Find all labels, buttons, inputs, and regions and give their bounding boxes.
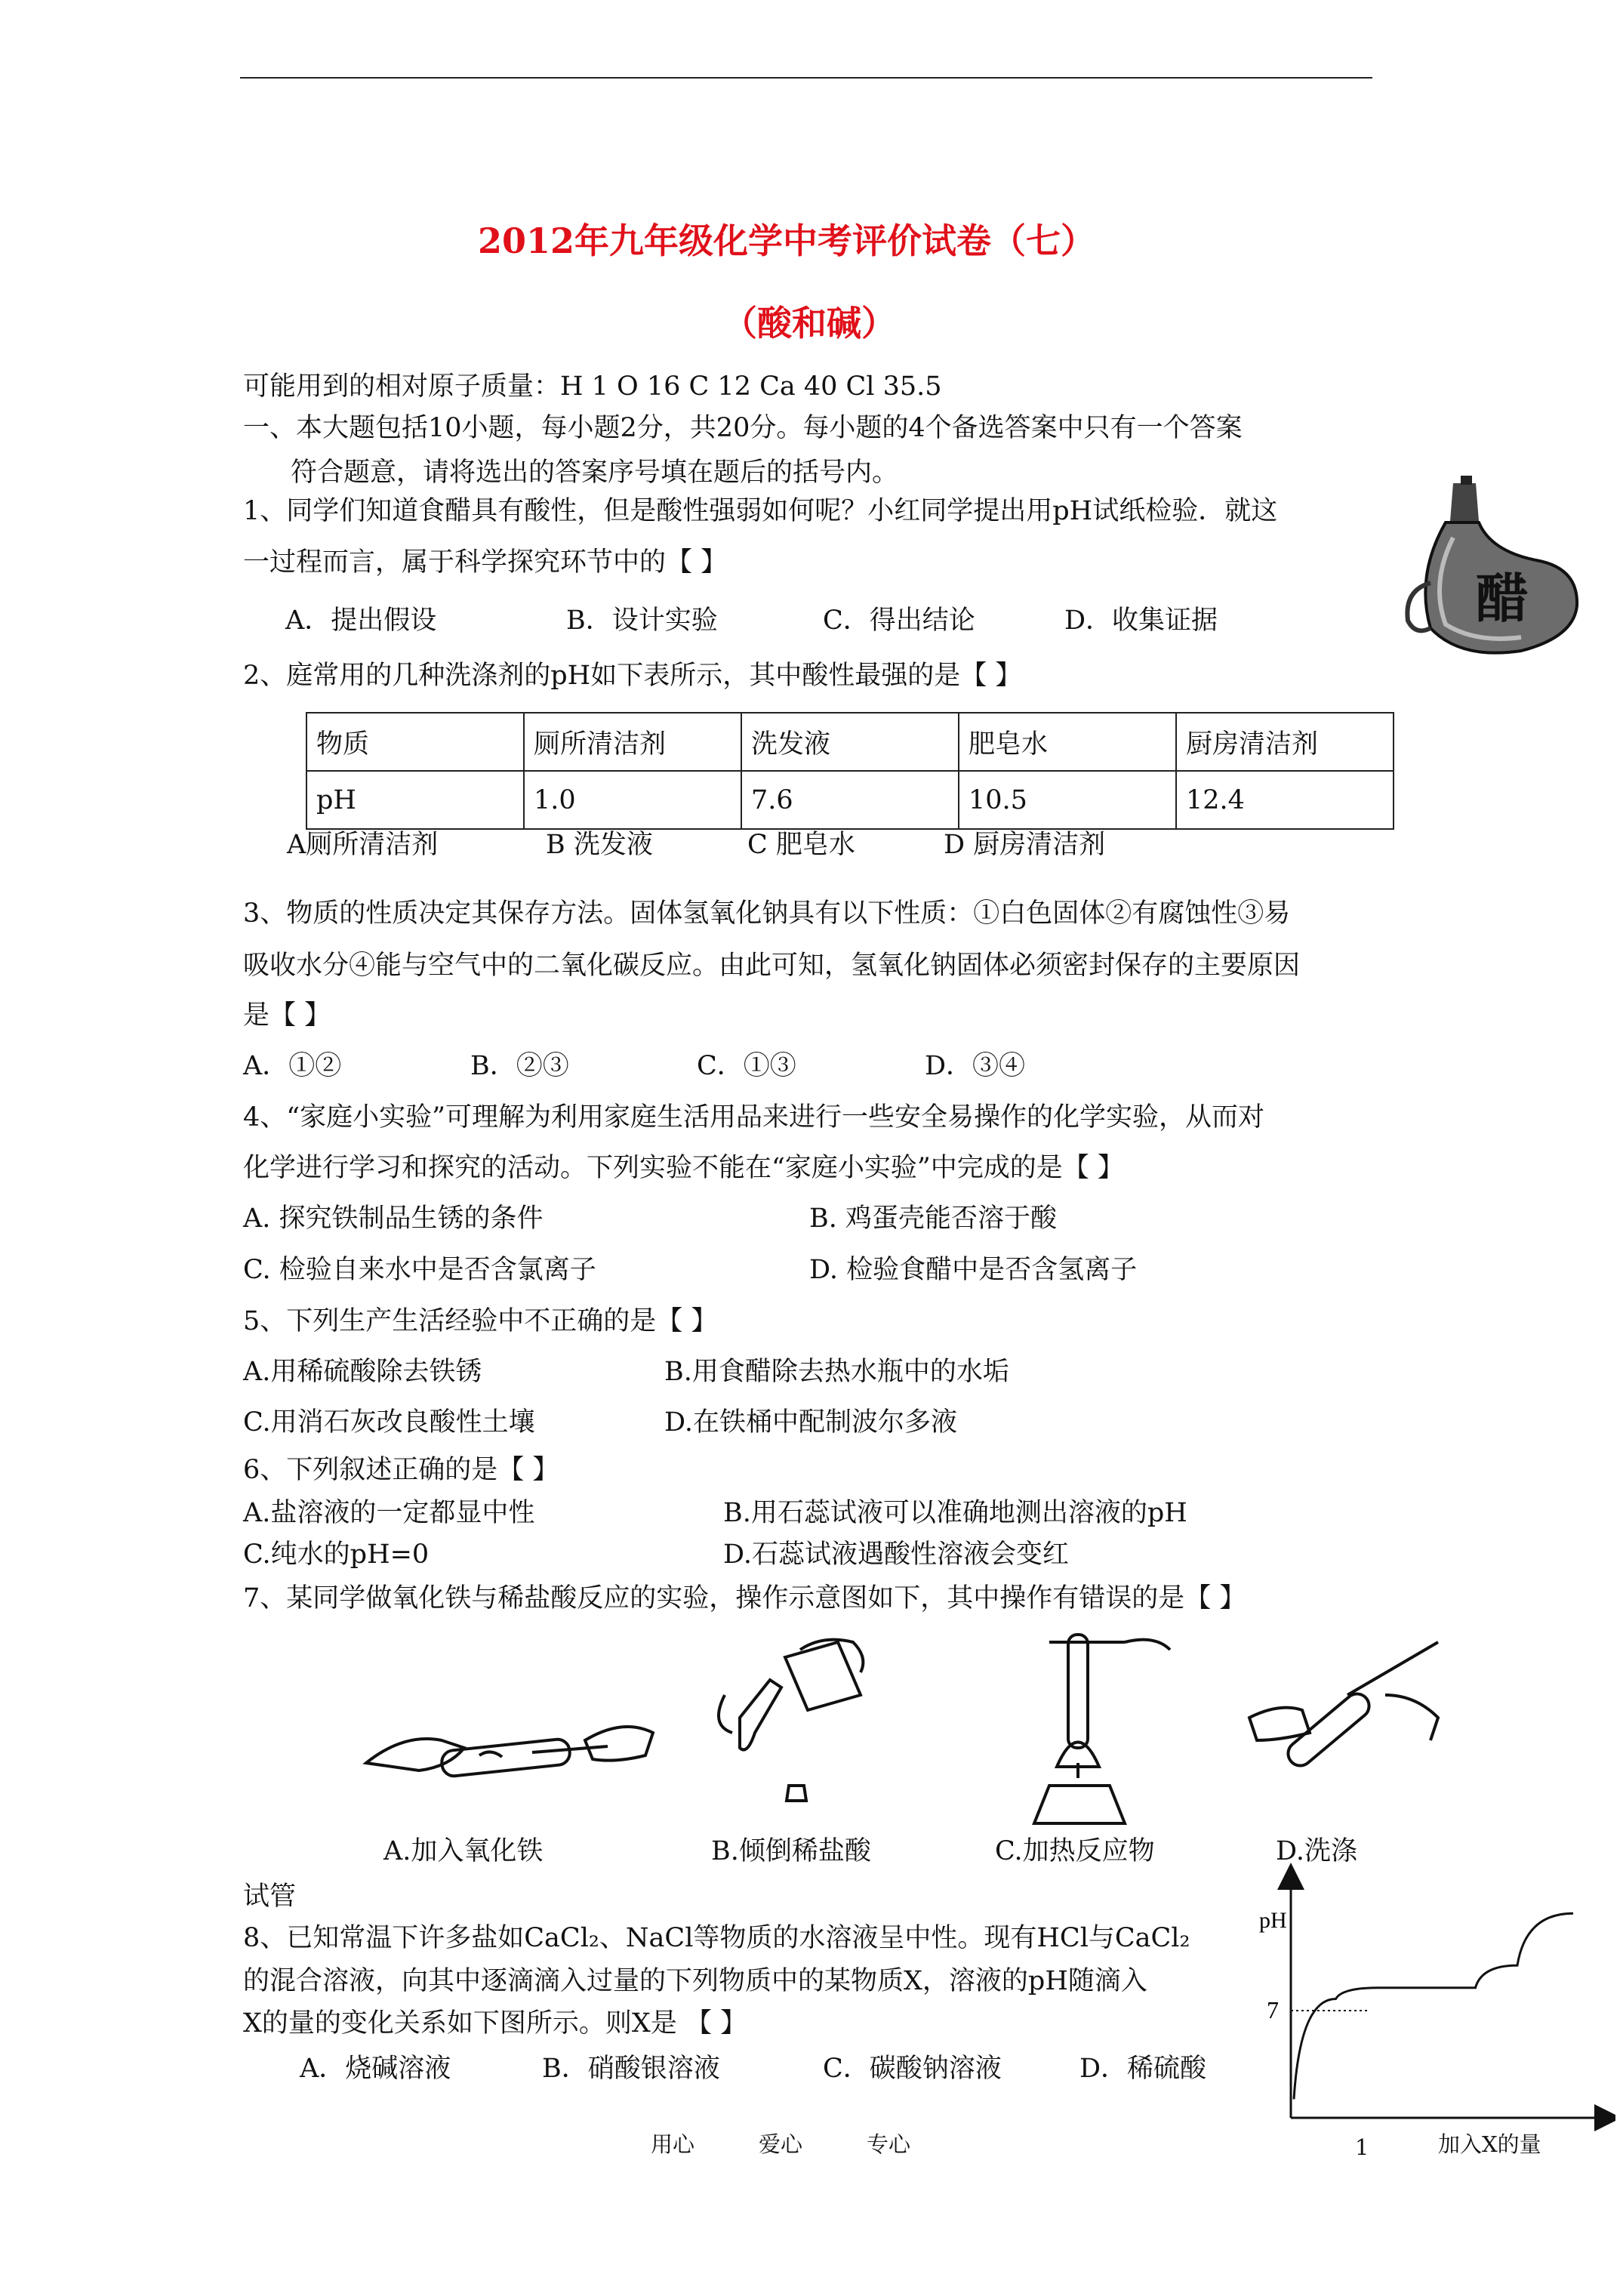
header-rule [240,77,1372,79]
q4-option-b: B. 鸡蛋壳能否溶于酸 [809,1203,1057,1234]
section-instructions-2: 符合题意，请将选出的答案序号填在题后的括号内。 [291,458,899,488]
q6-option-c: C.纯水的pH=0 [243,1539,430,1570]
vinegar-bottle-image [1400,462,1604,666]
vinegar-label: 醋 [1476,567,1529,630]
q6-option-d: D.石蕊试液遇酸性溶液会变红 [723,1539,1069,1570]
table-cell: 物质 [306,713,524,771]
q4-option-d: D. 检验食醋中是否含氢离子 [809,1255,1138,1285]
table-row [306,713,1394,771]
q8-option-a: A．烧碱溶液 [300,2054,451,2084]
figure-c-heat-reactant [1004,1627,1193,1823]
y-axis-label: pH [1259,1908,1287,1933]
q5-option-a: A.用稀硫酸除去铁锈 [243,1357,482,1387]
q3-stem-1: 3、物质的性质决定其保存方法。固体氢氧化钠具有以下性质：①白色固体②有腐蚀性③易 [243,898,1291,929]
ph-curve-chart [1253,1861,1615,2133]
q8-stem-2: 的混合溶液，向其中逐滴滴入过量的下列物质中的某物质X，溶液的pH随滴入 [243,1966,1147,1996]
q5-option-d: D.在铁桶中配制波尔多液 [664,1407,957,1438]
q6-option-b: B.用石蕊试液可以准确地测出溶液的pH [723,1498,1187,1528]
q8-option-c: C．碳酸钠溶液 [823,2054,1002,2084]
atomic-masses: 可能用到的相对原子质量：H 1 O 16 C 12 Ca 40 Cl 35.5 [243,371,942,402]
q5-option-b: B.用食醋除去热水瓶中的水垢 [664,1357,1009,1387]
q1-option-c: C．得出结论 [823,606,975,636]
page-title: 2012年九年级化学中考评价试卷（七） [478,220,1096,261]
q7-option-d-wrap: 试管 [243,1881,297,1912]
page-subtitle: （酸和碱） [722,303,896,344]
q3-option-d: D．③④ [925,1051,1026,1081]
q3-option-c: C．①③ [697,1051,796,1081]
figure-d-wash-tube [1249,1650,1453,1816]
q8-stem-1: 8、已知常温下许多盐如CaCl₂、NaCl等物质的水溶液呈中性。现有HCl与CaCl₂ [243,1923,1190,1953]
table-cell: 厕所清洁剂 [524,713,741,771]
q5-option-c: C.用消石灰改良酸性土壤 [243,1407,535,1438]
q3-stem-3: 是【 】 [243,1000,331,1031]
q1-option-b: B．设计实验 [566,606,718,636]
q6-option-a: A.盐溶液的一定都显中性 [243,1498,535,1528]
section-instructions-1: 一、本大题包括10小题，每小题2分，共20分。每小题的4个备选答案中只有一个答案 [243,413,1243,443]
q6-stem: 6、下列叙述正确的是【 】 [243,1455,559,1485]
q8-option-b: B．硝酸银溶液 [542,2054,720,2084]
table-row [306,771,1394,829]
ph-table [306,712,1394,830]
q2-option-c: C 肥皂水 [747,830,855,860]
q2-option-b: B 洗发液 [546,830,653,860]
q1-stem-2: 一过程而言，属于科学探究环节中的【 】 [243,547,728,578]
q2-option-a: A厕所清洁剂 [287,830,439,860]
table-cell: 厨房清洁剂 [1176,713,1394,771]
q8-stem-3: X的量的变化关系如下图所示。则X是 【 】 [243,2008,747,2039]
table-cell: 洗发液 [741,713,959,771]
q1-stem-1: 1、同学们知道食醋具有酸性，但是酸性强弱如何呢？小红同学提出用pH试纸检验．就这 [243,496,1278,526]
table-cell: 12.4 [1176,771,1394,829]
q3-stem-2: 吸收水分④能与空气中的二氧化碳反应。由此可知，氢氧化钠固体必须密封保存的主要原因 [243,951,1301,981]
y-tick-label: 7 [1267,1996,1279,2023]
footer-item: 用心 [651,2131,695,2157]
table-cell: 7.6 [741,771,959,829]
q7-option-b: B.倾倒稀盐酸 [711,1836,871,1866]
x-axis-label: 加入X的量 [1438,2131,1541,2157]
figure-b-pour-acid [710,1635,898,1816]
footer-item: 专心 [867,2131,911,2157]
q7-option-c: C.加热反应物 [995,1836,1155,1866]
q7-option-a: A.加入氧化铁 [383,1836,544,1866]
q1-option-d: D．收集证据 [1064,606,1218,636]
q3-option-a: A．①② [243,1051,342,1081]
table-cell: 肥皂水 [959,713,1176,771]
ph-curve-line [1294,1913,1573,2099]
page-number: 1 [1355,2134,1369,2160]
q4-stem-2: 化学进行学习和探究的活动。下列实验不能在“家庭小实验”中完成的是【 】 [243,1153,1124,1183]
q7-stem: 7、某同学做氧化铁与稀盐酸反应的实验，操作示意图如下，其中操作有错误的是【 】 [243,1583,1246,1613]
table-cell: 10.5 [959,771,1176,829]
q8-option-d: D．稀硫酸 [1079,2054,1207,2084]
q5-stem: 5、下列生产生活经验中不正确的是【 】 [243,1306,718,1336]
table-cell: 1.0 [524,771,741,829]
q7-option-d: D.洗涤 [1276,1836,1357,1866]
q4-option-c: C. 检验自来水中是否含氯离子 [243,1255,596,1285]
q3-option-b: B．②③ [470,1051,569,1081]
q4-stem-1: 4、“家庭小实验”可理解为利用家庭生活用品来进行一些安全易操作的化学实验，从而对 [243,1102,1265,1133]
table-cell: pH [306,771,524,829]
figure-a-add-iron-oxide [359,1672,661,1808]
q2-stem: 2、庭常用的几种洗涤剂的pH如下表所示，其中酸性最强的是【 】 [243,661,1022,691]
footer-item: 爱心 [759,2131,803,2157]
q2-option-d: D 厨房清洁剂 [944,830,1106,860]
q1-option-a: A．提出假设 [285,606,437,636]
q4-option-a: A. 探究铁制品生锈的条件 [243,1203,544,1234]
